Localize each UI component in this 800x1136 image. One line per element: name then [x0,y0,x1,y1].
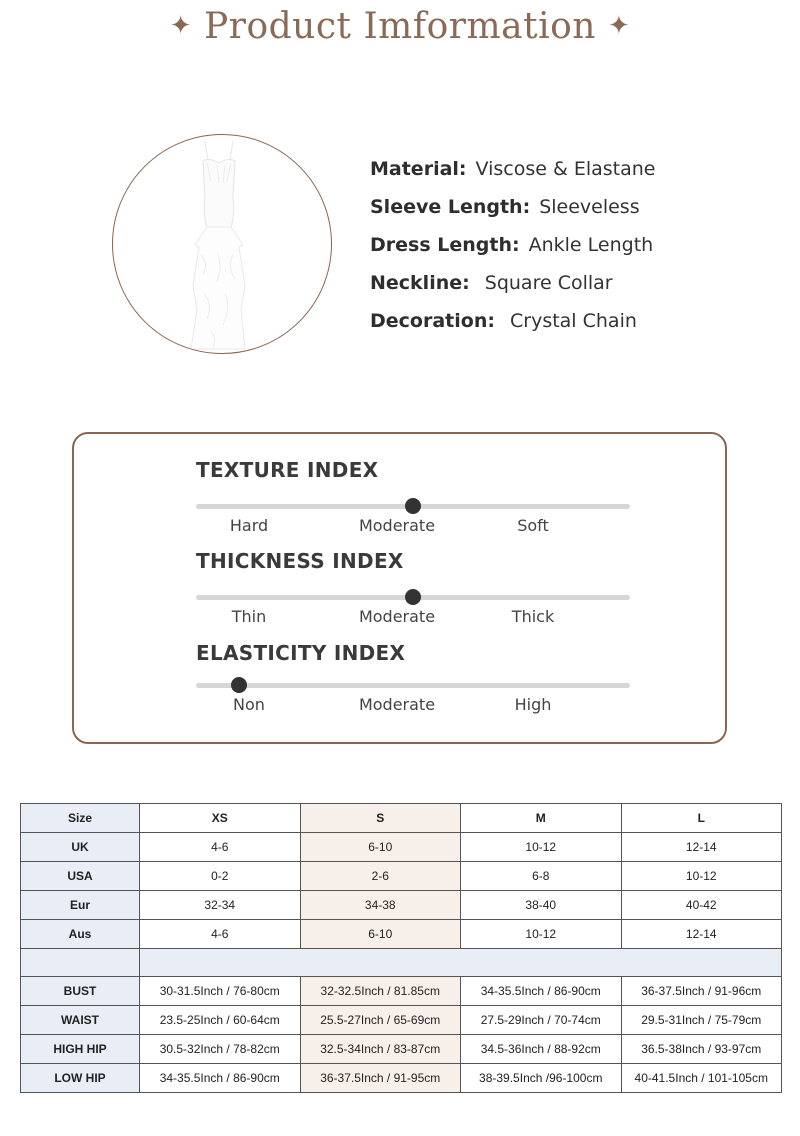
scale-label-mid: Moderate [358,607,436,626]
table-row-header: BUST [21,977,140,1006]
table-row [21,891,782,920]
sparkle-icon: ✦ [607,11,631,41]
scale-label-high: High [514,695,552,714]
scale-label-low: Non [233,695,265,714]
table-header-cell: M [461,804,622,833]
scale-label-low: Thin [231,607,267,626]
table-cell: 32-34 [140,891,301,920]
table-cell: 34-35.5Inch / 86-90cm [461,977,622,1006]
table-cell: 34-35.5Inch / 86-90cm [140,1064,301,1093]
table-cell: 40-41.5Inch / 101-105cm [621,1064,782,1093]
table-cell: 40-42 [621,891,782,920]
size-chart-table [20,803,782,1093]
spec-label: Dress Length: [370,234,520,256]
product-image-frame [112,134,332,354]
sparkle-icon: ✦ [169,11,193,41]
spec-label: Decoration: [370,310,495,332]
page-title [0,6,800,47]
spec-dress-length [370,234,655,272]
table-cell: 36.5-38Inch / 93-97cm [621,1035,782,1064]
spec-value: Square Collar [478,272,613,294]
scale-label-low: Hard [229,516,269,535]
table-cell: 4-6 [140,833,301,862]
table-cell: 23.5-25Inch / 60-64cm [140,1006,301,1035]
scale-label-mid: Moderate [358,516,436,535]
index-title: THICKNESS INDEX [196,549,404,573]
table-row [21,1035,782,1064]
table-row [21,977,782,1006]
table-row [21,1064,782,1093]
spec-label: Neckline: [370,272,470,294]
table-cell: 6-8 [461,862,622,891]
table-row-header: UK [21,833,140,862]
table-separator-cell [21,949,140,977]
table-cell: 36-37.5Inch / 91-95cm [300,1064,461,1093]
page-title-text: Product Imformation [204,6,596,47]
table-cell: 38-39.5Inch /96-100cm [461,1064,622,1093]
table-row [21,862,782,891]
table-cell: 4-6 [140,920,301,949]
table-row-header: Aus [21,920,140,949]
spec-decoration [370,310,655,348]
table-header-cell: S [300,804,461,833]
table-row-header: HIGH HIP [21,1035,140,1064]
table-cell: 2-6 [300,862,461,891]
table-row-header: WAIST [21,1006,140,1035]
table-cell: 27.5-29Inch / 70-74cm [461,1006,622,1035]
table-cell: 34-38 [300,891,461,920]
spec-value: Ankle Length [528,234,654,256]
table-cell: 6-10 [300,920,461,949]
index-title: ELASTICITY INDEX [196,641,406,665]
elasticity-index [196,641,636,714]
table-cell: 12-14 [621,833,782,862]
table-row [21,920,782,949]
spec-value: Viscose & Elastane [475,158,656,180]
index-knob [405,498,421,514]
index-title: TEXTURE INDEX [196,458,379,482]
table-header-cell: Size [21,804,140,833]
spec-value: Sleeveless [539,196,640,218]
table-separator-cell [140,949,782,977]
table-cell: 38-40 [461,891,622,920]
spec-material [370,158,655,196]
thickness-index [196,549,636,626]
table-cell: 30-31.5Inch / 76-80cm [140,977,301,1006]
table-cell: 10-12 [461,833,622,862]
table-cell: 32-32.5Inch / 81.85cm [300,977,461,1006]
spec-neckline [370,272,655,310]
dress-image [113,135,331,353]
spec-list [370,158,655,348]
table-row [21,833,782,862]
table-header-row [21,804,782,833]
table-row-header: Eur [21,891,140,920]
index-track [196,683,630,688]
table-cell: 10-12 [621,862,782,891]
scale-label-mid: Moderate [358,695,436,714]
table-cell: 6-10 [300,833,461,862]
table-cell: 36-37.5Inch / 91-96cm [621,977,782,1006]
spec-label: Material: [370,158,467,180]
table-row [21,1006,782,1035]
table-cell: 10-12 [461,920,622,949]
table-header-cell: XS [140,804,301,833]
table-row-header: LOW HIP [21,1064,140,1093]
texture-index [196,458,636,535]
scale-label-high: Thick [511,607,555,626]
table-separator-row [21,949,782,977]
spec-value: Crystal Chain [503,310,637,332]
table-cell: 34.5-36Inch / 88-92cm [461,1035,622,1064]
spec-label: Sleeve Length: [370,196,531,218]
table-cell: 30.5-32Inch / 78-82cm [140,1035,301,1064]
spec-sleeve-length [370,196,655,234]
table-cell: 29.5-31Inch / 75-79cm [621,1006,782,1035]
table-cell: 0-2 [140,862,301,891]
table-cell: 25.5-27Inch / 65-69cm [300,1006,461,1035]
table-header-cell: L [621,804,782,833]
index-knob [405,589,421,605]
table-cell: 12-14 [621,920,782,949]
table-row-header: USA [21,862,140,891]
scale-label-high: Soft [517,516,549,535]
table-cell: 32.5-34Inch / 83-87cm [300,1035,461,1064]
